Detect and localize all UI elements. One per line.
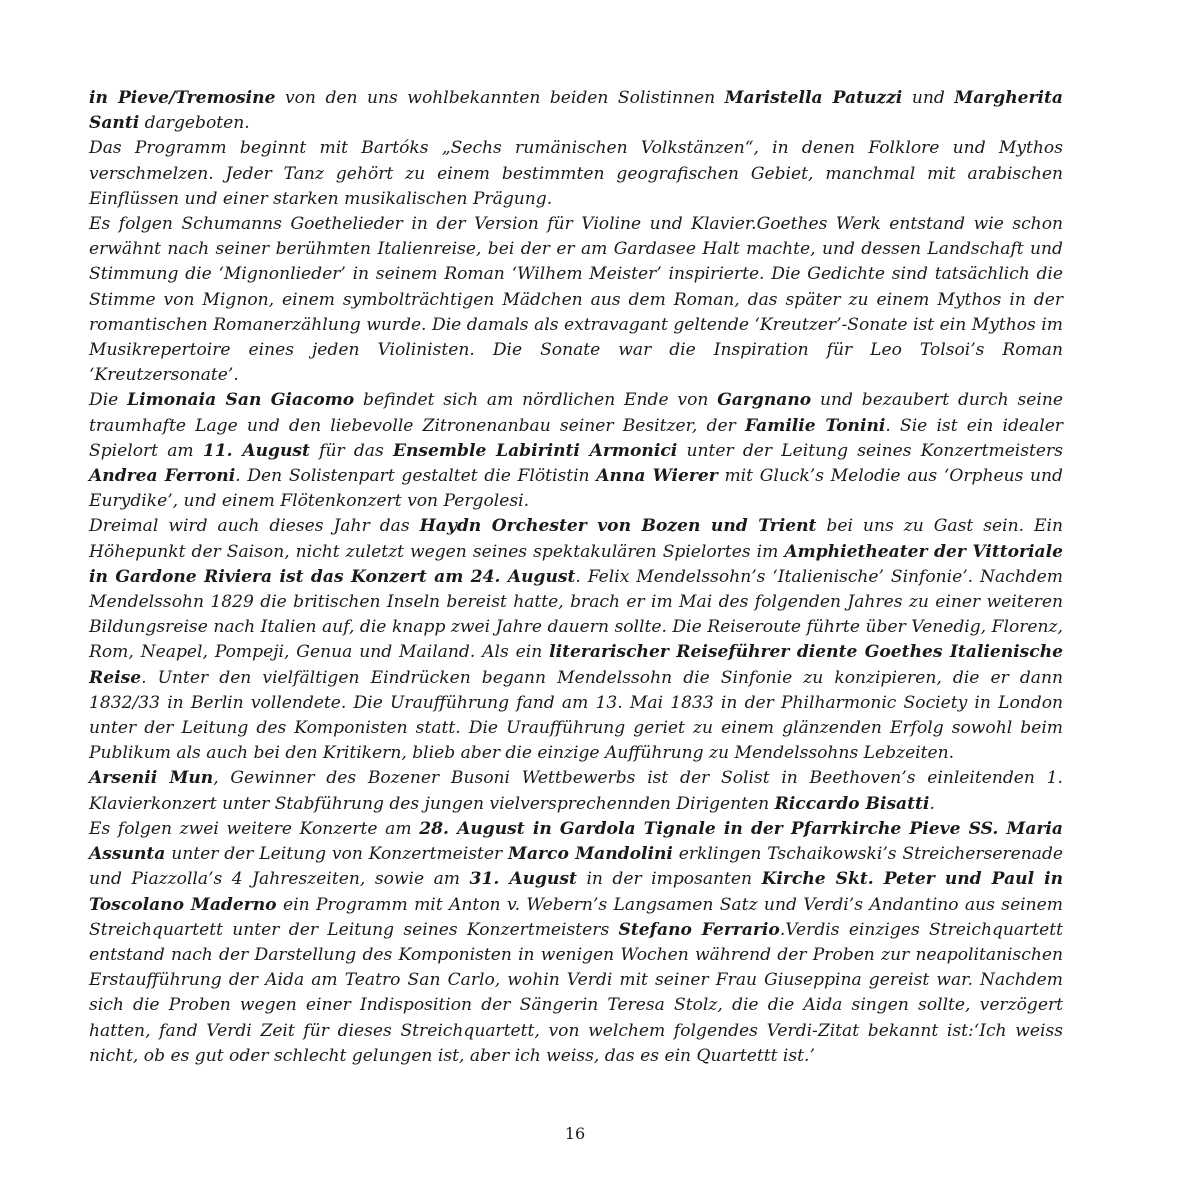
bold-text: Arsenii Mun: [89, 768, 214, 789]
text-run: Dreimal wird auch dieses Jahr das: [89, 516, 420, 537]
bold-text: Stefano Ferrario: [618, 919, 780, 940]
bold-text: Familie Tonini: [744, 415, 886, 436]
paragraph: [89, 514, 1063, 766]
bold-text: Margherita Santi: [89, 88, 1064, 134]
paragraph: [89, 388, 1063, 514]
bold-text: Marco Mandolini: [508, 844, 673, 865]
text-run: .Verdis einziges Streichquartett entstand nach der Darstellung des Komponisten in wenigen Wochen während der Proben zur neapolitanischen Erstaufführung der Aida am Teatro San Carlo, wohin Verdi mit seiner Frau Giuseppina gereist war. Nachdem sich die Proben wegen einer Indisposition der Sängerin Teresa Stolz, die die Aida singen sollte, verzögert hatten, fand Verdi Zeit für dieses Streichquartett, von welchem folgendes Verdi-Zitat bekannt ist:‘Ich weiss nicht, ob es gut oder schlecht gelungen ist, aber ich weiss, das es ein Quartettt ist.’: [89, 919, 1063, 1066]
bold-text: 28. August in Gardola Tignale in der Pfarrkirche Pieve SS. Maria Assunta: [89, 818, 1063, 865]
text-run: Das Programm beginnt mit Bartóks „Sechs rumänischen Volkstänzen“, in denen Folklore und Mythos verschmelzen. Jeder Tanz gehört zu einem bestimmten geografischen Gebiet, manchmal mit arabischen Einflüssen und einer starken musikalischen Prägung.: [89, 138, 1063, 209]
bold-text: Limonaia San Giacomo: [127, 390, 355, 411]
text-run: . Den Solistenpart gestaltet die Flötistin: [235, 466, 597, 487]
paragraph: [89, 212, 1063, 388]
text-run: .: [929, 793, 935, 814]
bold-text: Anna Wierer: [596, 466, 718, 487]
paragraph: [89, 86, 1063, 136]
bold-text: Amphietheater der Vittoriale in Gardone Riviera ist das Konzert am 24. August: [89, 541, 1063, 587]
text-run: mit Gluck’s Melodie aus ‘Orpheus und Eurydike’, und einem Flötenkonzert von Pergolesi.: [89, 466, 1063, 512]
text-run: und: [902, 88, 955, 108]
bold-text: Andrea Ferroni: [89, 466, 236, 487]
bold-text: Gargnano: [717, 390, 812, 411]
bold-text: in Pieve/Tremosine: [89, 88, 276, 108]
text-run: Es folgen Schumanns Goethelieder in der Version für Violine und Klavier.Goethes Werk entstand wie schon erwähnt nach seiner berühmten Italienreise, bei der er am Gardasee Halt machte, und dessen Landschaft und Stimmung die ‘Mignonlieder’ in seinem Roman ‘Wilhem Meister’ inspirierte. Die Gedichte sind tatsächlich die Stimme von Mignon, einem symbolträchtigen Mädchen aus dem Roman, das später zu einem Mythos in der romantischen Romanerzählung wurde. Die damals als extravagant geltende ‘Kreutzer’-Sonate ist ein Mythos im Musikrepertoire eines jeden Violinisten. Die Sonate war die Inspiration für Leo Tolsoi’s Roman ‘Kreutzersonate’.: [89, 214, 1063, 386]
bold-text: Haydn Orchester von Bozen und Trient: [419, 516, 817, 537]
bold-text: 31. August: [469, 869, 577, 890]
text-run: von den uns wohlbekannten beiden Solistinnen: [275, 88, 725, 108]
body-text: [89, 86, 1063, 1069]
bold-text: Kirche Skt. Peter und Paul in Toscolano Maderno: [89, 869, 1064, 915]
text-run: , Gewinner des Bozener Busoni Wettbewerbs ist der Solist in Beethoven’s einleitenden 1. Klavierkonzert unter Stabführung des jungen vielversprechennden Dirigenten: [89, 768, 1063, 814]
text-run: in der imposanten: [576, 869, 762, 890]
bold-text: 11. August: [202, 440, 310, 461]
text-run: Die: [89, 390, 128, 411]
text-run: unter der Leitung von Konzertmeister: [165, 844, 509, 865]
text-run: bei uns zu Gast sein. Ein Höhepunkt der Saison, nicht zuletzt wegen seines spektakulären Spielortes im: [89, 516, 1063, 562]
page-number: 16: [564, 1124, 586, 1143]
paragraph: [89, 817, 1063, 1069]
text-run: erklingen Tschaikowski’s Streicherserenade und Piazzolla’s 4 Jahreszeiten, sowie am: [89, 844, 1064, 890]
bold-text: Riccardo Bisatti: [774, 793, 930, 814]
text-run: und bezaubert durch seine traumhafte Lage und den liebevolle Zitronenanbau seiner Besitzer, der: [89, 390, 1063, 436]
text-run: . Sie ist ein idealer Spielort am: [89, 415, 1063, 461]
text-run: unter der Leitung seines Konzertmeisters: [677, 440, 1063, 461]
bold-text: Ensemble Labirinti Armonici: [392, 440, 678, 461]
paragraph: [89, 136, 1063, 212]
bold-text: literarischer Reiseführer diente Goethes Italienische Reise: [89, 642, 1063, 688]
bold-text: Maristella Patuzzi: [724, 88, 903, 108]
text-run: ein Programm mit Anton v. Webern’s Langsamen Satz und Verdi’s Andantino aus seinem Streichquartett unter der Leitung seines Konzertmeisters: [89, 894, 1063, 940]
text-run: befindet sich am nördlichen Ende von: [354, 390, 718, 411]
text-run: . Unter den vielfältigen Eindrücken begann Mendelssohn die Sinfonie zu konzipieren, die er dann 1832/33 in Berlin vollendete. Die Uraufführung fand am 13. Mai 1833 in der Philharmonic Society in London unter der Leitung des Komponisten statt. Die Uraufführung geriet zu einem glänzenden Erfolg sowohl beim Publikum als auch bei den Kritikern, blieb aber die einzige Aufführung zu Mendelssohns Lebzeiten.: [89, 667, 1063, 764]
text-run: für das: [309, 440, 393, 461]
paragraph: [89, 766, 1063, 816]
text-run: . Felix Mendelssohn’s ‘Italienische’ Sinfonie’. Nachdem Mendelssohn 1829 die britischen Inseln bereist hatte, brach er im Mai des folgenden Jahres zu einer weiteren Bildungsreise nach Italien auf, die knapp zwei Jahre dauern sollte. Die Reiseroute führte über Venedig, Florenz, Rom, Neapel, Pompeji, Genua und Mailand. Als ein: [89, 566, 1063, 663]
text-run: dargeboten.: [139, 113, 250, 134]
text-run: Es folgen zwei weitere Konzerte am: [89, 818, 420, 839]
